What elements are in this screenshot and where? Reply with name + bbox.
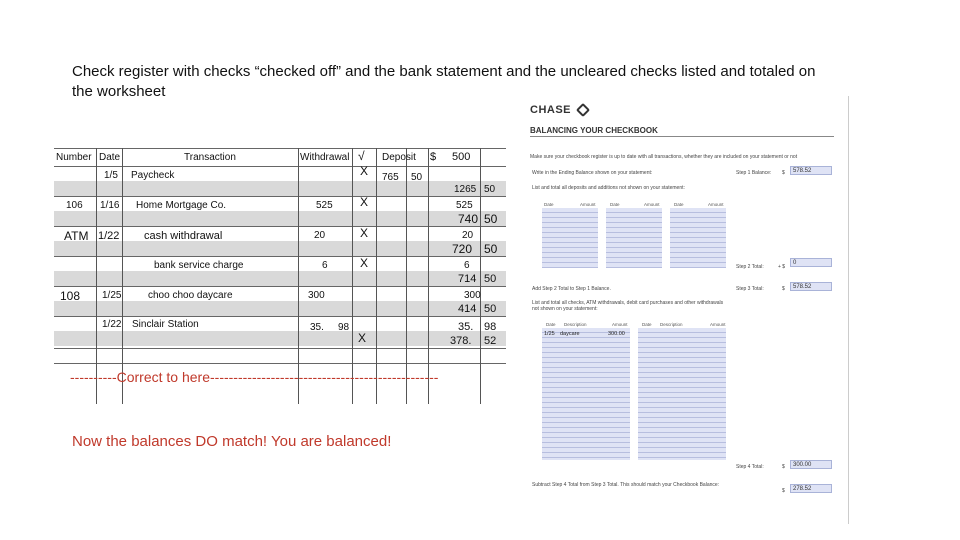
step1-balance-field: 578.52 — [790, 166, 832, 175]
row2-transaction: Home Mortgage Co. — [136, 200, 227, 211]
row1-deposit-dollars: 765 — [382, 172, 399, 183]
row3-date: 1/22 — [98, 230, 120, 242]
withdraw-list-2 — [638, 328, 726, 460]
withdraw-entry-description: daycare — [560, 331, 580, 337]
deposit-col-date: Date — [544, 202, 554, 207]
row2-balance-change: 525 — [456, 200, 473, 211]
withdraw-col-date: Date — [642, 322, 652, 327]
row3-withdrawal: 20 — [314, 230, 326, 241]
deposit-col-amount: Amount — [708, 202, 724, 207]
row2-balance-dollars: 740 — [458, 212, 479, 226]
header-starting-balance: 500 — [452, 151, 471, 163]
step2-label: Step 2 Total: — [736, 264, 764, 270]
register-column-line — [96, 148, 97, 404]
row6-balance-change-cents: 98 — [484, 321, 497, 333]
row1-balance-dollars: 1265 — [454, 184, 477, 195]
withdraw-col-description: Description — [660, 322, 683, 327]
header-transaction: Transaction — [184, 152, 236, 163]
row4-balance-cents: 50 — [484, 273, 497, 285]
row5-number: 108 — [60, 289, 81, 303]
row5-date: 1/25 — [102, 290, 122, 301]
row1-balance-cents: 50 — [484, 184, 496, 195]
worksheet-edge — [848, 96, 849, 524]
register-column-line — [406, 148, 407, 404]
row1-cleared-mark: X — [360, 164, 369, 178]
row5-withdrawal: 300 — [308, 290, 325, 301]
step2-plus-dollar: + $ — [778, 264, 786, 270]
withdraw-entry-amount: 300.00 — [608, 331, 625, 337]
withdraw-col-description: Description — [564, 322, 587, 327]
row6-transaction: Sinclair Station — [132, 319, 199, 330]
row4-transaction: bank service charge — [154, 260, 244, 271]
withdraw-col-amount: Amount — [612, 322, 628, 327]
worksheet-title: BALANCING YOUR CHECKBOOK — [530, 126, 658, 135]
row1-deposit-cents: 50 — [411, 172, 423, 183]
step1-text: Write in the Ending Balance shown on your statement: — [532, 170, 653, 176]
step1-label: Step 1 Balance: — [736, 170, 772, 176]
deposit-col-amount: Amount — [580, 202, 596, 207]
row4-withdrawal: 6 — [322, 260, 328, 271]
register-column-line — [428, 148, 429, 404]
deposit-list-3 — [670, 208, 726, 268]
deposit-col-date: Date — [674, 202, 684, 207]
row5-transaction: choo choo daycare — [148, 290, 233, 301]
row2-number: 106 — [66, 200, 83, 211]
header-deposit: Deposit — [382, 152, 416, 163]
row3-number: ATM — [64, 229, 89, 243]
worksheet-intro: Make sure your checkbook register is up to date with all transactions, whether they are included on your statement or not — [530, 154, 798, 160]
withdraw-col-amount: Amount — [710, 322, 726, 327]
header-withdrawal: Withdrawal — [300, 152, 350, 163]
row4-cleared-mark: X — [360, 256, 369, 270]
deposit-col-date: Date — [610, 202, 620, 207]
row6-date: 1/22 — [102, 319, 122, 330]
slide-caption: Check register with checks “checked off” and the bank statement and the uncleared checks listed and totaled on the worksheet — [72, 63, 816, 100]
header-check-mark: √ — [358, 149, 365, 163]
row2-cleared-mark: X — [360, 195, 369, 209]
register-column-line — [376, 148, 377, 404]
step4-total-field: 300.00 — [790, 460, 832, 469]
chase-worksheet — [520, 96, 854, 526]
worksheet-title-rule — [530, 136, 834, 137]
register-column-line — [352, 148, 353, 404]
row6-balance-dollars: 378. — [450, 335, 472, 347]
row2-balance-cents: 50 — [484, 212, 498, 226]
chase-octagon-icon — [576, 103, 590, 117]
row3-balance-dollars: 720 — [452, 242, 473, 256]
step3-dollar: $ — [782, 286, 785, 292]
step4-text: List and total all checks, ATM withdrawals, debit card purchases and other withdrawals not shown on your statement: — [532, 300, 724, 312]
step1-dollar: $ — [782, 170, 785, 176]
check-register — [54, 148, 506, 400]
row3-transaction: cash withdrawal — [144, 230, 223, 242]
step2-text: List and total all deposits and additions not shown on your statement: — [532, 185, 685, 191]
withdraw-entry-date: 1/25 — [544, 331, 555, 337]
register-column-line — [298, 148, 299, 404]
step2-total-field: 0 — [790, 258, 832, 267]
row3-cleared-mark: X — [360, 226, 369, 240]
withdraw-list-1 — [542, 328, 630, 460]
balanced-message: Now the balances DO match! You are balanced! — [72, 433, 392, 450]
chase-logo: CHASE — [530, 104, 572, 116]
step5-result-field: 278.52 — [790, 484, 832, 493]
row5-balance-cents: 50 — [484, 303, 497, 315]
step3-text: Add Step 2 Total to Step 1 Balance. — [532, 286, 611, 292]
row5-balance-change: 300 — [464, 290, 481, 301]
withdraw-col-date: Date — [546, 322, 556, 327]
row6-balance-cents: 52 — [484, 335, 497, 347]
row2-withdrawal: 525 — [316, 200, 333, 211]
row3-balance-change: 20 — [462, 230, 474, 241]
register-column-line — [122, 148, 123, 404]
step3-total-field: 578.52 — [790, 282, 832, 291]
step5-text: Subtract Step 4 Total from Step 3 Total. This should match your Checkbook Balance: — [532, 482, 720, 488]
register-column-line — [480, 148, 481, 404]
correct-to-here-line: ----------Correct to here------------------------------------------------- — [70, 369, 439, 385]
row6-withdrawal-dollars: 35. — [310, 322, 324, 333]
row1-transaction: Paycheck — [131, 170, 175, 181]
row3-balance-cents: 50 — [484, 242, 498, 256]
step5-dollar: $ — [782, 488, 785, 494]
step3-label: Step 3 Total: — [736, 286, 764, 292]
deposit-list-2 — [606, 208, 662, 268]
step4-dollar: $ — [782, 464, 785, 470]
header-date: Date — [99, 152, 121, 163]
header-dollar-sign: $ — [430, 151, 437, 163]
row6-balance-change-dollars: 35. — [458, 321, 474, 333]
header-number: Number — [56, 152, 92, 163]
row1-date: 1/5 — [104, 170, 118, 181]
deposit-list-1 — [542, 208, 598, 268]
step4-label: Step 4 Total: — [736, 464, 764, 470]
row5-balance-dollars: 414 — [458, 303, 477, 315]
row4-balance-dollars: 714 — [458, 273, 477, 285]
row6-cleared-mark: X — [358, 331, 367, 345]
row2-date: 1/16 — [100, 200, 120, 211]
row6-withdrawal-cents: 98 — [338, 322, 350, 333]
deposit-col-amount: Amount — [644, 202, 660, 207]
row4-balance-change: 6 — [464, 260, 470, 271]
